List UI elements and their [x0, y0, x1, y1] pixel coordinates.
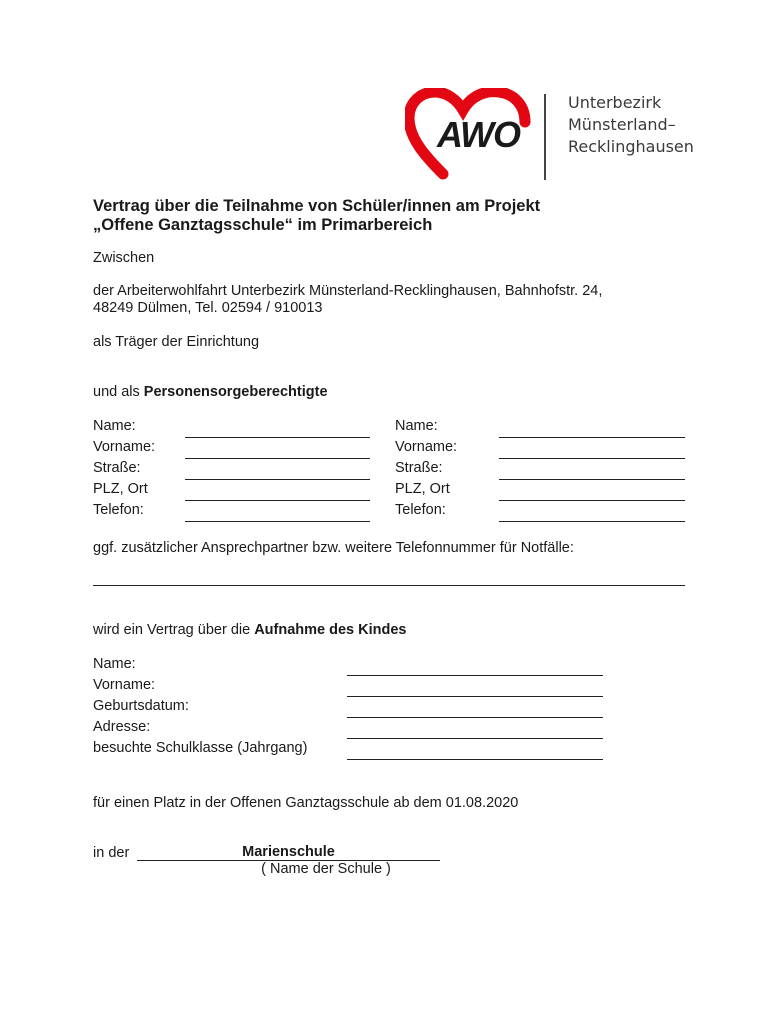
child-label-name: Name:	[93, 656, 136, 672]
traeger-text: als Träger der Einrichtung	[93, 334, 260, 350]
guardian2-plz-line[interactable]	[499, 500, 685, 501]
guardian1-name-line[interactable]	[185, 437, 370, 438]
child-geburtsdatum-line[interactable]	[347, 717, 603, 718]
org-name-line2: Münsterland–	[568, 115, 676, 134]
child-label-schulklasse: besuchte Schulklasse (Jahrgang)	[93, 740, 308, 756]
zwischen-text: Zwischen	[93, 250, 155, 266]
guardian2-label-strasse: Straße:	[395, 460, 443, 476]
child-vorname-line[interactable]	[347, 696, 603, 697]
contract-intro: wird ein Vertrag über die	[93, 622, 255, 638]
school-name: Marienschule	[242, 844, 335, 860]
contact-line[interactable]	[93, 585, 685, 586]
contact-note: ggf. zusätzlicher Ansprechpartner bzw. weitere Telefonnummer für Notfälle:	[93, 540, 574, 556]
contract-heading	[93, 622, 406, 639]
contract-bold: Aufnahme des Kindes	[254, 622, 407, 638]
guardian2-vorname-line[interactable]	[499, 458, 685, 459]
awo-logo	[405, 88, 535, 180]
child-label-vorname: Vorname:	[93, 677, 156, 693]
guardian2-label-vorname: Vorname:	[395, 439, 458, 455]
guardian2-telefon-line[interactable]	[499, 521, 685, 522]
guardian1-strasse-line[interactable]	[185, 479, 370, 480]
school-caption: ( Name der Schule )	[261, 861, 391, 877]
guardian1-label-telefon: Telefon:	[93, 502, 144, 518]
child-label-adresse: Adresse:	[93, 719, 151, 735]
logo-divider	[544, 94, 546, 180]
platz-text: für einen Platz in der Offenen Ganztagsschule ab dem 01.08.2020	[93, 795, 519, 811]
address-line1: der Arbeiterwohlfahrt Unterbezirk Münsterland-Recklinghausen, Bahnhofstr. 24,	[93, 283, 603, 299]
guardian2-label-plz: PLZ, Ort	[395, 481, 450, 497]
guardian1-label-vorname: Vorname:	[93, 439, 156, 455]
guardian1-plz-line[interactable]	[185, 500, 370, 501]
guardian2-name-line[interactable]	[499, 437, 685, 438]
child-name-line[interactable]	[347, 675, 603, 676]
child-schulklasse-line[interactable]	[347, 759, 603, 760]
guardians-heading	[93, 384, 328, 401]
guardian1-label-name: Name:	[93, 418, 136, 434]
guardian2-label-name: Name:	[395, 418, 438, 434]
contract-title-line1: Vertrag über die Teilnahme von Schüler/innen am Projekt	[93, 197, 541, 215]
guardian1-vorname-line[interactable]	[185, 458, 370, 459]
guardian1-label-plz: PLZ, Ort	[93, 481, 148, 497]
guardians-bold: Personensorgeberechtigte	[143, 384, 328, 400]
awo-wordmark: AWO	[437, 114, 520, 155]
org-name-line1: Unterbezirk	[568, 93, 662, 112]
guardian2-strasse-line[interactable]	[499, 479, 685, 480]
guardians-intro: und als	[93, 384, 144, 400]
guardian2-label-telefon: Telefon:	[395, 502, 446, 518]
guardian1-telefon-line[interactable]	[185, 521, 370, 522]
contract-title-line2: „Offene Ganztagsschule“ im Primarbereich	[93, 216, 433, 234]
address-line2: 48249 Dülmen, Tel. 02594 / 910013	[93, 300, 323, 316]
in-der-label: in der	[93, 845, 130, 861]
org-name-line3: Recklinghausen	[568, 137, 694, 156]
child-adresse-line[interactable]	[347, 738, 603, 739]
child-label-geburtsdatum: Geburtsdatum:	[93, 698, 189, 714]
guardian1-label-strasse: Straße:	[93, 460, 141, 476]
